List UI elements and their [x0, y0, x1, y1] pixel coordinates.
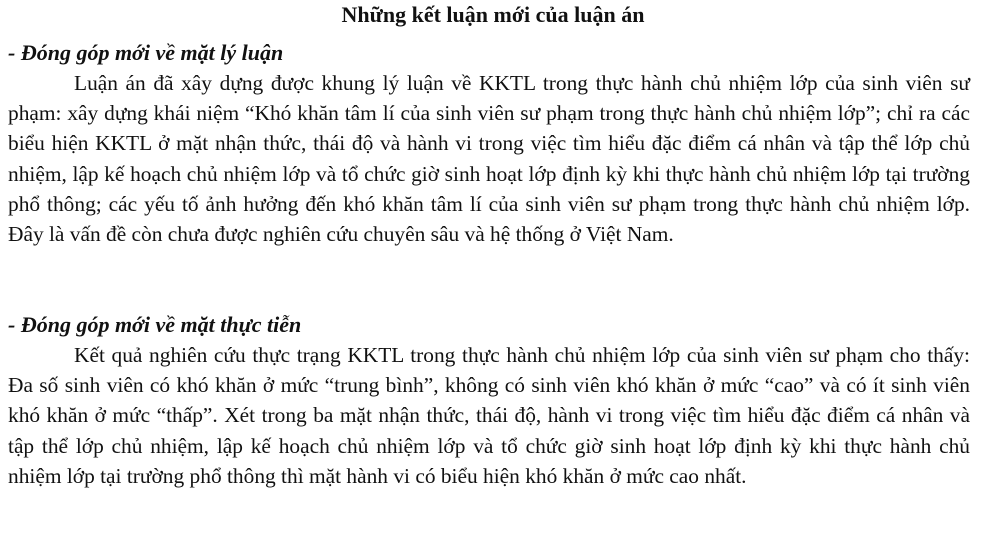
page-title: Những kết luận mới của luận án	[341, 2, 645, 27]
section-heading-theory: - Đóng góp mới về mặt lý luận	[8, 40, 284, 65]
section-paragraph-theory: Luận án đã xây dựng được khung lý luận về KKTL trong thực hành chủ nhiệm lớp của sinh viên sư phạm: xây dựng khái niệm “Khó khăn tâm lí của sinh viên sư phạm trong thực hành chủ nhiệm lớp”; chỉ ra các biểu hiện KKTL ở mặt nhận thức, thái độ và hành vi trong việc tìm hiểu đặc điểm cá nhân và tập thể lớp chủ nhiệm, lập kế hoạch chủ nhiệm lớp và tổ chức giờ sinh hoạt lớp định kỳ khi thực hành chủ nhiệm lớp tại trường phổ thông; các yếu tố ảnh hưởng đến khó khăn tâm lí của sinh viên sư phạm trong thực hành chủ nhiệm lớp. Đây là vấn đề còn chưa được nghiên cứu chuyên sâu và hệ thống ở Việt Nam.	[8, 71, 970, 247]
section-heading-practice: - Đóng góp mới về mặt thực tiễn	[8, 312, 302, 337]
section-paragraph-practice: Kết quả nghiên cứu thực trạng KKTL trong thực hành chủ nhiệm lớp của sinh viên sư phạm cho thấy: Đa số sinh viên có khó khăn ở mức “trung bình”, không có sinh viên khó khăn ở mức “cao” và có ít sinh viên khó khăn ở mức “thấp”. Xét trong ba mặt nhận thức, thái độ, hành vi trong việc tìm hiểu đặc điểm cá nhân và tập thể lớp chủ nhiệm, lập kế hoạch chủ nhiệm lớp và tổ chức giờ sinh hoạt lớp định kỳ khi thực hành chủ nhiệm lớp tại trường phổ thông thì mặt hành vi có biểu hiện khó khăn ở mức cao nhất.	[8, 343, 970, 488]
